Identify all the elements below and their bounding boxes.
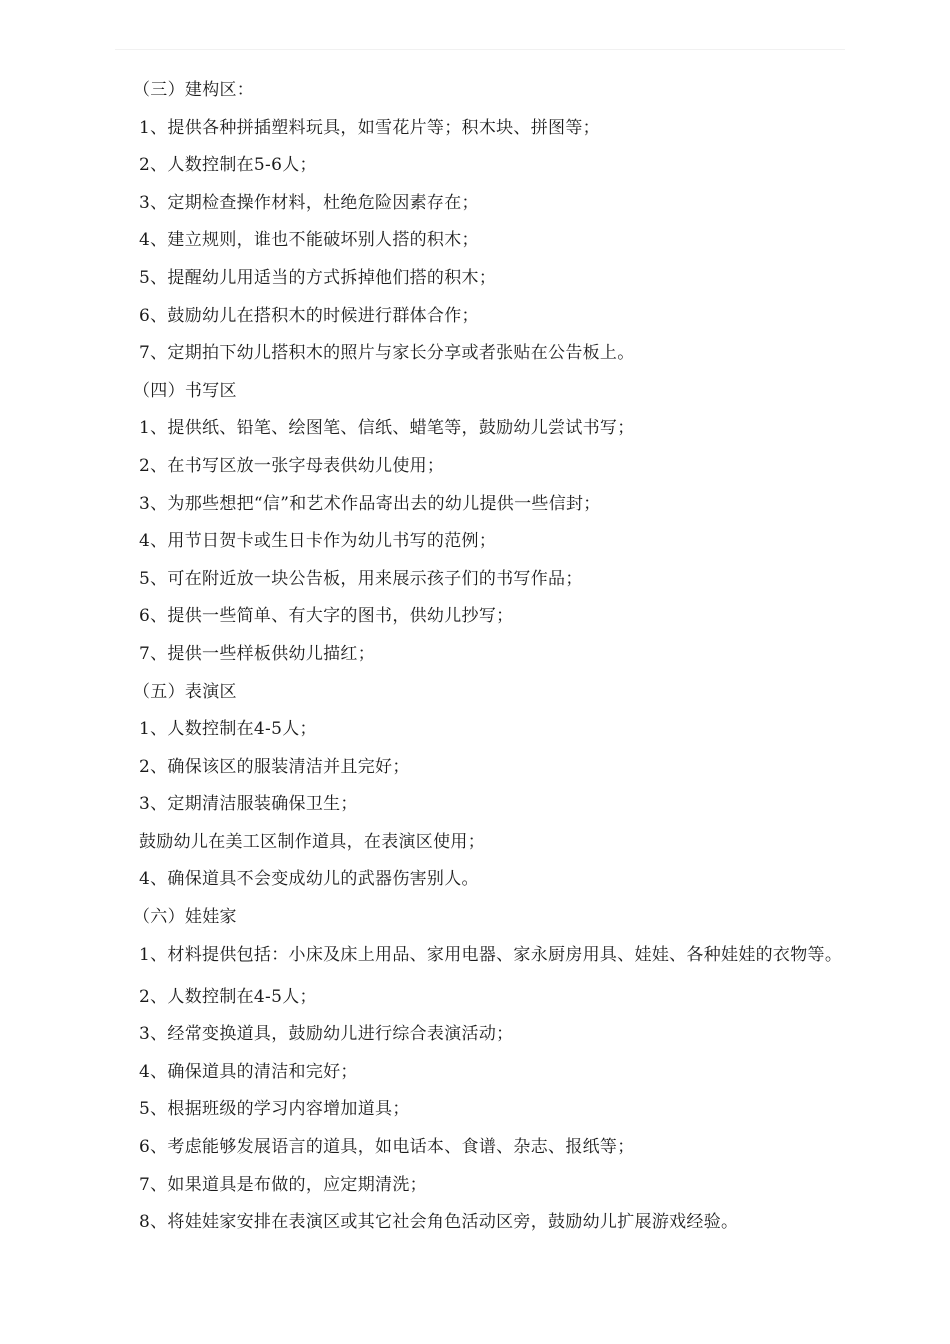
header-rule xyxy=(115,49,845,50)
list-item: 6、鼓励幼儿在搭积木的时候进行群体合作； xyxy=(139,305,479,326)
list-item: 7、如果道具是布做的，应定期清洗； xyxy=(139,1174,427,1195)
list-item: 5、根据班级的学习内容增加道具； xyxy=(139,1099,410,1120)
list-item: 5、提醒幼儿用适当的方式拆掉他们搭的积木； xyxy=(139,267,497,288)
list-item: 3、经常变换道具，鼓励幼儿进行综合表演活动； xyxy=(139,1024,514,1045)
list-item: 4、用节日贺卡或生日卡作为幼儿书写的范例； xyxy=(139,531,497,552)
list-item: 3、为那些想把“信”和艺术作品寄出去的幼儿提供一些信封； xyxy=(139,493,601,514)
list-item: 4、确保道具的清洁和完好； xyxy=(139,1061,358,1082)
list-item: 1、提供纸、铅笔、绘图笔、信纸、蜡笔等，鼓励幼儿尝试书写； xyxy=(139,418,635,439)
list-item: 7、定期拍下幼儿搭积木的照片与家长分享或者张贴在公告板上。 xyxy=(139,343,635,364)
list-item: 3、定期检查操作材料，杜绝危险因素存在； xyxy=(139,192,479,213)
list-item-paragraph: 1、材料提供包括：小床及床上用品、家用电器、家永厨房用具、娃娃、各种娃娃的衣物等。 xyxy=(139,944,843,965)
list-item: 6、提供一些简单、有大字的图书，供幼儿抄写； xyxy=(139,606,514,627)
list-item: 鼓励幼儿在美工区制作道具，在表演区使用； xyxy=(139,831,485,852)
section-heading-dollhouse: （六）娃娃家 xyxy=(133,907,237,928)
list-item: 1、提供各种拼插塑料玩具，如雪花片等；积木块、拼图等； xyxy=(139,117,600,138)
list-item: 5、可在附近放一块公告板，用来展示孩子们的书写作品； xyxy=(139,568,583,589)
list-item: 2、人数控制在4-5人； xyxy=(139,986,317,1007)
list-item: 1、人数控制在4-5人； xyxy=(139,719,317,740)
section-heading-writing: （四）书写区 xyxy=(133,380,237,401)
list-item: 2、人数控制在5-6人； xyxy=(139,155,317,176)
list-item: 4、确保道具不会变成幼儿的武器伤害别人。 xyxy=(139,869,479,890)
section-heading-construction: （三）建构区： xyxy=(133,80,255,100)
list-item: 2、在书写区放一张字母表供幼儿使用； xyxy=(139,455,445,476)
list-item: 3、定期清洁服装确保卫生； xyxy=(139,794,358,815)
section-heading-performance: （五）表演区 xyxy=(133,681,237,702)
document-body xyxy=(100,72,862,1242)
list-item: 6、考虑能够发展语言的道具，如电话本、食谱、杂志、报纸等； xyxy=(139,1137,635,1158)
list-item: 8、将娃娃家安排在表演区或其它社会角色活动区旁，鼓励幼儿扩展游戏经验。 xyxy=(139,1212,739,1233)
list-item: 2、确保该区的服装清洁并且完好； xyxy=(139,756,410,777)
list-item: 7、提供一些样板供幼儿描红； xyxy=(139,643,376,664)
list-item: 4、建立规则，谁也不能破坏别人搭的积木； xyxy=(139,230,479,251)
